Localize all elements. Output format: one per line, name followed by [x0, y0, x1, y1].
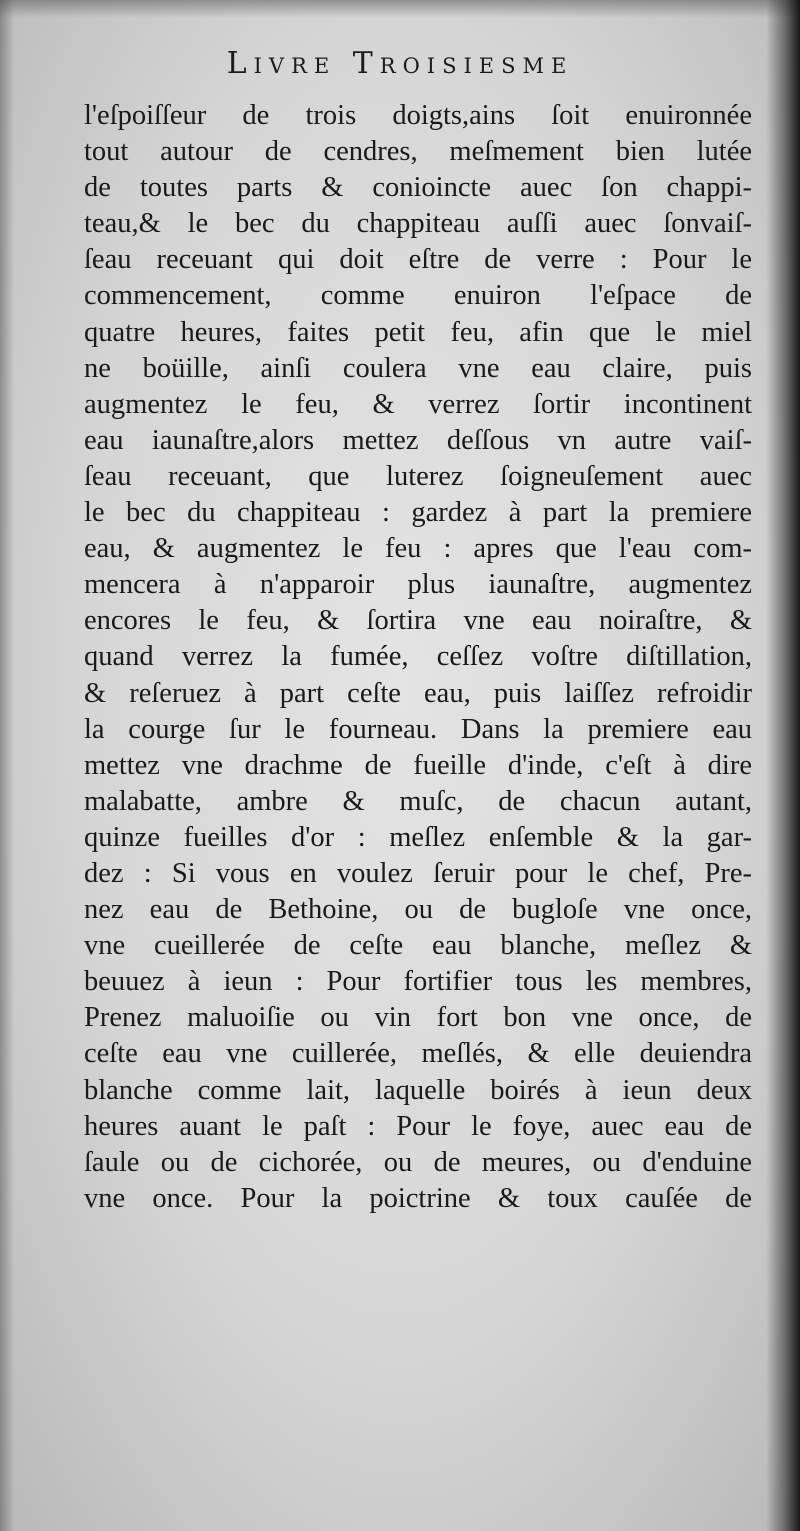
text-line: ceſte eau vne cuillerée, meſlés, & elle deuiendra	[84, 1038, 752, 1070]
text-line: & reſeruez à part ceſte eau, puis laiſſez refroidir	[84, 677, 752, 709]
text-line: ſaule ou de cichorée, ou de meures, ou d'enduine	[84, 1146, 752, 1178]
text-line: malabatte, ambre & muſc, de chacun autant,	[84, 785, 752, 817]
text-line: eau iaunaſtre,alors mettez deſſous vn autre vaiſ-	[84, 424, 752, 456]
text-line: vne cueillerée de ceſte eau blanche, meſlez &	[84, 930, 752, 962]
text-line: Prenez maluoiſie ou vin fort bon vne once, de	[84, 1002, 752, 1034]
text-line: eau, & augmentez le feu : apres que l'eau com-	[84, 533, 752, 565]
text-line: blanche comme lait, laquelle boirés à ieun deux	[84, 1074, 752, 1106]
text-line: commencement, comme enuiron l'eſpace de	[84, 280, 752, 312]
text-line: encores le feu, & ſortira vne eau noiraſtre, &	[84, 605, 752, 637]
text-line: heures auant le paſt : Pour le foye, auec eau de	[84, 1110, 752, 1142]
text-line: vne once. Pour la poictrine & toux cauſée de	[84, 1182, 752, 1214]
text-line: dez : Si vous en voulez ſeruir pour le chef, Pre-	[84, 857, 752, 889]
text-line: nez eau de Bethoine, ou de bugloſe vne once,	[84, 894, 752, 926]
text-line: de toutes parts & conioincte auec ſon chappi-	[84, 172, 752, 204]
text-line: quinze fueilles d'or : meſlez enſemble & la gar-	[84, 821, 752, 853]
text-line: teau,& le bec du chappiteau auſſi auec ſonvaiſ-	[84, 208, 752, 240]
text-line: l'eſpoiſſeur de trois doigts,ains ſoit enuironnée	[84, 100, 752, 131]
text-line: la courge ſur le fourneau. Dans la premiere eau	[84, 713, 752, 745]
text-line: beuuez à ieun : Pour fortifier tous les membres,	[84, 966, 752, 998]
binding-shadow	[766, 0, 800, 1531]
page-left-shadow	[0, 0, 14, 1531]
body-text	[84, 98, 752, 1217]
text-line: le bec du chappiteau : gardez à part la premiere	[84, 497, 752, 529]
text-line: quatre heures, faites petit feu, afin que le miel	[84, 316, 752, 348]
text-line: quand verrez la fumée, ceſſez voſtre diſtillation,	[84, 641, 752, 673]
text-line: augmentez le feu, & verrez ſortir incontinent	[84, 388, 752, 420]
text-line: mettez vne drachme de fueille d'inde, c'eſt à dire	[84, 749, 752, 781]
text-line: ſeau receuant, que luterez ſoigneuſement auec	[84, 460, 752, 492]
text-line: ne boüille, ainſi coulera vne eau claire, puis	[84, 352, 752, 384]
running-head: Livre Troisiesme	[226, 46, 574, 81]
text-line: ſeau receuant qui doit eſtre de verre : Pour le	[84, 244, 752, 276]
text-line: mencera à n'apparoir plus iaunaſtre, augmentez	[84, 569, 752, 601]
page-top-shadow	[0, 0, 800, 18]
text-line: tout autour de cendres, meſmement bien lutée	[84, 136, 752, 168]
